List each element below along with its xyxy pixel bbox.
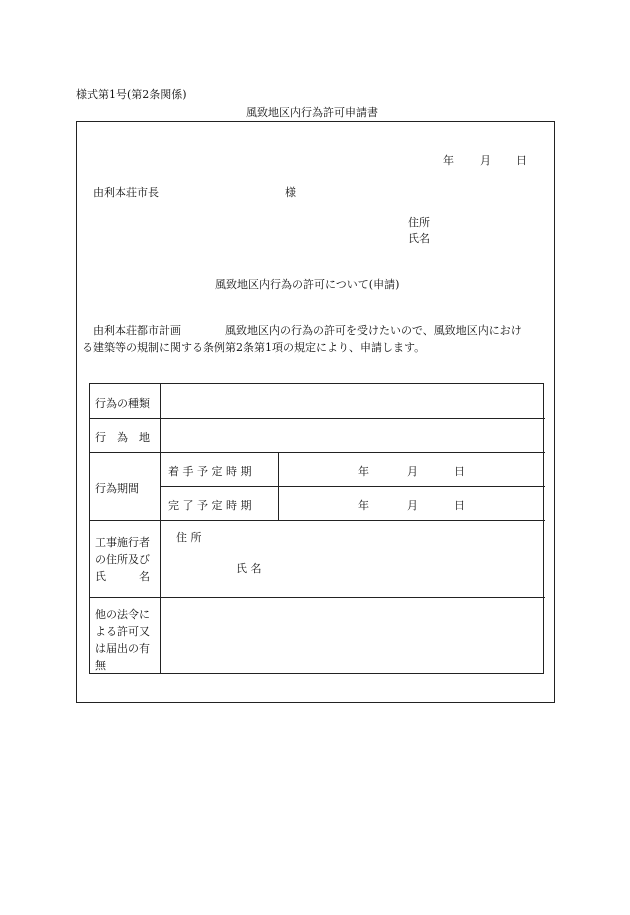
table-row-divider: [90, 520, 545, 521]
end-day: 日: [454, 499, 465, 512]
start-month: 月: [407, 465, 418, 478]
date-day: 日: [516, 154, 527, 167]
applicant-name-label: 氏名: [408, 232, 430, 245]
place-label: 行 為 地: [95, 431, 150, 444]
end-year: 年: [358, 499, 369, 512]
end-label: 完 了 予 定 時 期: [168, 499, 252, 512]
table-col-divider: [278, 452, 279, 520]
start-label: 着 手 予 定 時 期: [168, 465, 252, 478]
table-row-divider: [90, 452, 545, 453]
applicant-address-label: 住所: [408, 216, 430, 229]
place-value[interactable]: [161, 419, 543, 451]
contractor-name-label: 氏 名: [236, 562, 262, 575]
application-table: [89, 383, 544, 674]
contractor-label-2: の住所及び: [95, 553, 150, 566]
form-number: 様式第1号(第2条関係): [76, 88, 187, 101]
other-law-value[interactable]: [161, 598, 543, 672]
date-month: 月: [480, 154, 491, 167]
table-row-divider: [160, 486, 545, 487]
body-line-1: 由利本荘都市計画 風致地区内の行為の許可を受けたいので、風致地区内におけ: [93, 324, 522, 337]
body-line-2: る建築等の規制に関する条例第2条第1項の規定により、申請します。: [82, 341, 426, 354]
other-law-label-1: 他の法令に: [95, 608, 150, 621]
start-year: 年: [358, 465, 369, 478]
contractor-address-label: 住 所: [176, 531, 202, 544]
other-law-label-2: よる許可又: [95, 625, 150, 638]
end-month: 月: [407, 499, 418, 512]
start-day: 日: [454, 465, 465, 478]
subject-line: 風致地区内行為の許可について(申請): [215, 278, 400, 291]
contractor-label-1: 工事施行者: [95, 536, 150, 549]
kind-label: 行為の種類: [95, 397, 150, 410]
period-label: 行為期間: [95, 482, 139, 495]
date-year: 年: [443, 154, 454, 167]
other-law-label-4: 無: [95, 659, 106, 672]
contractor-label-3: 氏 名: [95, 570, 150, 583]
kind-value[interactable]: [161, 385, 543, 417]
addressee-honorific: 様: [285, 186, 296, 199]
addressee-name: 由利本荘市長: [93, 186, 159, 199]
other-law-label-3: は届出の有: [95, 642, 150, 655]
form-title: 風致地区内行為許可申請書: [246, 106, 378, 119]
